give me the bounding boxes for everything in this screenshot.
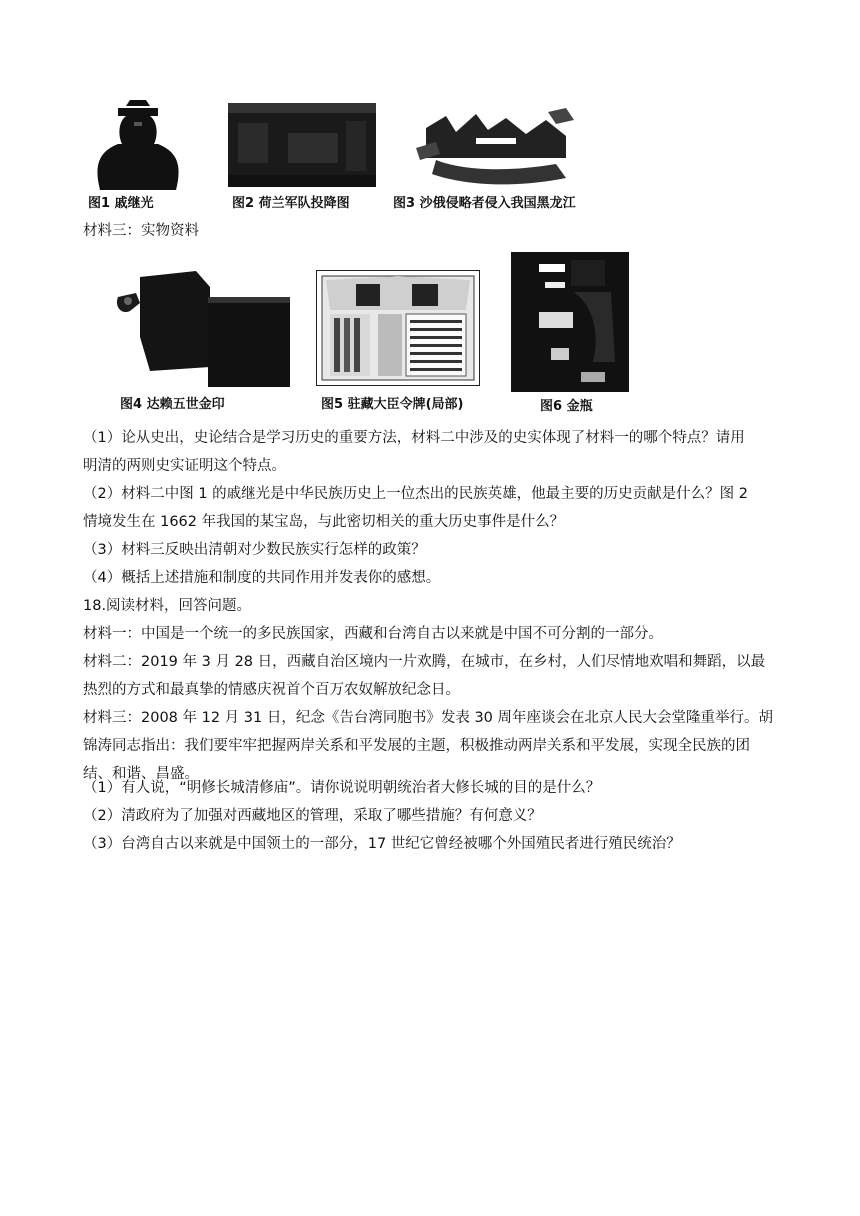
q18-question-2: （2）清政府为了加强对西藏地区的管理，采取了哪些措施？有何意义？: [83, 808, 542, 824]
painting-dark-image: [228, 103, 376, 187]
figure-caption: 图6 金瓶: [540, 399, 593, 414]
figure-caption: 图5 驻藏大臣令牌(局部): [321, 397, 464, 412]
figure-caption: 图3 沙俄侵略者侵入我国黑龙江: [393, 196, 576, 211]
decree-tablet-image: [316, 270, 480, 386]
q18-material-1: 材料一：中国是一个统一的多民族国家，西藏和台湾自古以来就是中国不可分割的一部分。: [83, 626, 663, 642]
figure-caption: 图4 达赖五世金印: [120, 397, 225, 412]
q17-question-4: （4）概括上述措施和制度的共同作用并发表你的感想。: [83, 570, 441, 586]
golden-seal-image: [114, 267, 290, 387]
q18-material-2: 材料二：2019 年 3 月 28 日，西藏自治区境内一片欢腾，在城市，在乡村，人们尽情地欢唱和舞蹈，以最 热烈的方式和最真挚的情感庆祝首个百万农奴解放纪念日。: [83, 654, 766, 698]
q18-heading: 18.阅读材料，回答问题。: [83, 598, 252, 614]
figure-caption: 图1 戚继光: [88, 196, 154, 211]
battle-scene-image: [416, 108, 576, 188]
material3-heading: 材料三：实物资料: [83, 223, 199, 239]
q18-question-3: （3）台湾自古以来就是中国领土的一部分，17 世纪它曾经被哪个外国殖民者进行殖民统治？: [83, 836, 681, 852]
q18-material-3: 材料三：2008 年 12 月 31 日，纪念《告台湾同胞书》发表 30 周年座谈会在北京人民大会堂隆重举行。胡 锦涛同志指出：我们要牢牢把握两岸关系和平发展的主题，积极推动两岸关系和平发展，实现全民族的团 结、和谐、昌盛。: [83, 710, 774, 782]
q18-question-1: （1）有人说，“明修长城清修庙”。请你说说明朝统治者大修长城的目的是什么？: [83, 780, 601, 796]
q17-question-2: （2）材料二中图 1 的戚继光是中华民族历史上一位杰出的民族英雄，他最主要的历史贡献是什么？图 2 情境发生在 1662 年我国的某宝岛，与此密切相关的重大历史事件是什么？: [83, 486, 748, 530]
q17-question-1: （1）论从史出，史论结合是学习历史的重要方法，材料二中涉及的史实体现了材料一的哪个特点？请用 明清的两则史实证明这个特点。: [83, 430, 745, 474]
figure-caption: 图2 荷兰军队投降图: [232, 196, 350, 211]
portrait-silhouette-image: [88, 96, 188, 190]
q17-question-3: （3）材料三反映出清朝对少数民族实行怎样的政策？: [83, 542, 426, 558]
golden-urn-image: [511, 252, 629, 392]
